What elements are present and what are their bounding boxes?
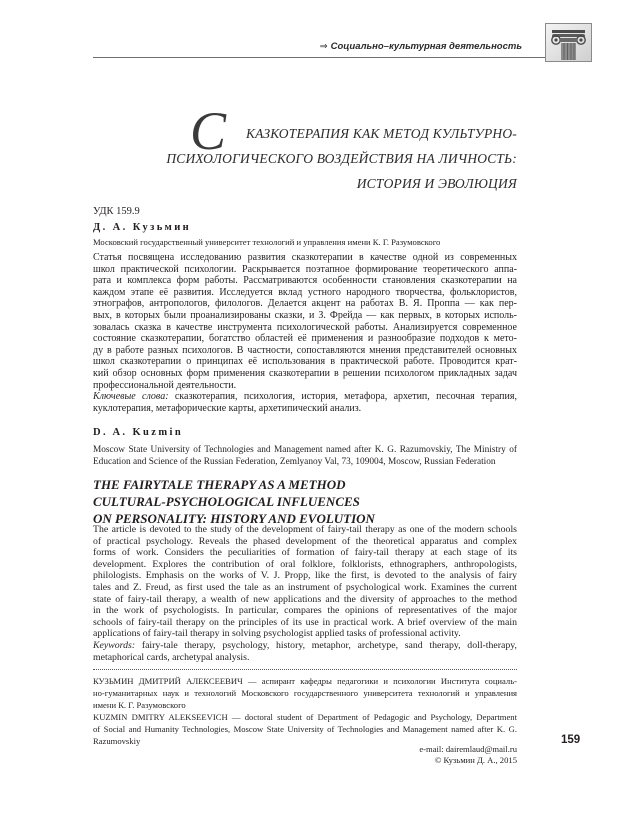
keywords-label: Ключевые слова: (93, 391, 169, 403)
abstract-line: The article is devoted to the study of the development of fairy-tail therapy as one of the modern schools (93, 524, 517, 535)
header-rule (93, 57, 545, 58)
journal-logo (545, 23, 593, 63)
author-en: D. A. Kuzmin (93, 427, 184, 438)
title-ru-line: ИСТОРИЯ И ЭВОЛЮЦИЯ (356, 176, 517, 191)
keywords-text: куклотерапия, метафорические карты, архетипический анализ. (93, 402, 362, 414)
footnote-divider (93, 669, 517, 670)
abstract-line: forms of work. Considers the peculiarities of formation of fairy-tail therapy at each stage of its (93, 547, 517, 559)
author-email: e-mail: dairemlaud@mail.ru (419, 744, 517, 754)
running-header (320, 41, 522, 53)
footnote-line: но-гуманитарных наук и технологий Московского государственного университета технологий и управления (93, 688, 517, 698)
title-en-line: THE FAIRYTALE THERAPY AS A METHOD (93, 477, 346, 492)
affiliation-ru: Московский государственный университет технологий и управления имени К. Г. Разумовского (93, 237, 441, 247)
abstract-line: этнографов, антропологов, филологов. Делается акцент на работах В. Я. Проппа — как пер- (93, 298, 517, 310)
title-ru-line: КАЗКОТЕРАПИЯ КАК МЕТОД КУЛЬТУРНО- (245, 126, 517, 141)
abstract-line: of practical psychology. Reveals the phased development of the theoretical apparatus and complex (93, 535, 517, 547)
title-en (93, 476, 517, 527)
abstract-line: state of fairy-tail therapy, a wealth of new applications and the diversity of approaches to the method (93, 593, 517, 605)
keywords-en (93, 640, 517, 652)
keywords-ru (93, 391, 517, 403)
abstract-en (93, 524, 517, 663)
title-ru (166, 121, 517, 196)
footnote-line: КУЗЬМИН ДМИТРИЙ АЛЕКСЕЕВИЧ — аспирант кафедры педагогики и психологии Института социаль- (93, 676, 517, 686)
abstract-line: зовалась сказка в качестве инструмента психологической работы. Анализируется современное (93, 321, 517, 333)
column-capital-icon (545, 23, 593, 63)
title-en-line: CULTURAL-PSYCHOLOGICAL INFLUENCES (93, 494, 360, 509)
udk-code: УДК 159.9 (93, 206, 140, 217)
title-ru-line: ПСИХОЛОГИЧЕСКОГО ВОЗДЕЙСТВИЯ НА ЛИЧНОСТЬ: (166, 151, 517, 166)
abstract-line: philologists. Emphasis on the works of V. J. Propp, like the first, is devoted to the analysis of fairy (93, 570, 517, 582)
footnote-line: KUZMIN DMITRY ALEKSEEVICH — doctoral student of Department of Pedagogic and Psychology, Department (93, 712, 517, 722)
abstract-line: состояние сказкотерапии, богатство областей её применения и разнообразие подходов к мето- (93, 333, 517, 345)
abstract-line: рата и комплекса форм работы. Рассматриваются особенности становления сказкотерапии на (93, 275, 517, 287)
abstract-line: Статья посвящена исследованию развития сказкотерапии в качестве одной из современных (93, 252, 517, 263)
title-drop-cap: С (190, 101, 227, 161)
abstract-line: tales and Z. Freud, as first used the tale as an instrument of psychological work. Examines the current (93, 581, 517, 593)
abstract-line: профессиональной деятельности. (93, 379, 237, 391)
abstract-line: in the work of psychologists. In particular, compares the opinions of representatives of the major (93, 605, 517, 617)
keywords-text: metaphorical cards, archetypal analysis. (93, 651, 250, 663)
abstract-line: школ практической психологии. Раскрывается поэтапное формирование теоретического аппа- (93, 263, 517, 275)
abstract-line: ду в работе разных психологов. В частности, сопоставляются мнения представителей основных (93, 344, 517, 356)
footnote-line: имени К. Г. Разумовского (93, 700, 186, 710)
abstract-line: schools of fairy-tail therapy on the principles of its use in practical work. A brief overview of the main (93, 616, 517, 628)
affiliation-line: Moscow State University of Technologies and Management named after K. G. Razumovskiy, The Ministry of (93, 445, 517, 455)
affiliation-line: Education and Science of the Russian Federation, Zemlyanoy Val, 73, 109004, Moscow, Russian Federation (93, 457, 496, 467)
abstract-ru (93, 252, 517, 414)
keywords-label: Keywords: (93, 639, 136, 651)
footnote-line: Razumovskiy (93, 736, 141, 746)
copyright-notice: © Кузьмин Д. А., 2015 (434, 755, 517, 765)
keywords-text: сказкотерапия, психология, история, метафора, архетип, песочная терапия, (174, 391, 517, 403)
title-en-line: ON PERSONALITY: HISTORY AND EVOLUTION (93, 511, 375, 526)
abstract-line: applications of fairy-tail therapy in solving psychologist applied tasks of professional activity. (93, 628, 461, 640)
abstract-line: development. Explores the contribution of oral folklore, folklorists, ethnographers, anthropologists, (93, 558, 517, 570)
abstract-line: каждом этапе её развития. Исследуется вклад устного народного творчества, фольклористов, (93, 286, 517, 298)
keywords-text: fairy-tale therapy, psychology, history, metaphor, archetype, sand therapy, doll-therapy, (141, 639, 518, 651)
affiliation-en (93, 444, 517, 468)
abstract-line: кий обзор основных форм применения сказкотерапии в решении психологом прикладных задач (93, 367, 517, 379)
abstract-line: вых, в которых были проанализированы сказки, и З. Фрейда — как первых, в которых исполь- (93, 309, 517, 321)
author-ru: Д. А. Кузьмин (93, 222, 192, 233)
header-arrow-icon: ⇒ (319, 41, 328, 52)
footnote-line: of Social and Humanity Technologies, Moscow State University of Technologies and Management named after K. G. (93, 724, 517, 734)
abstract-line: школ сказкотерапии о принципах её использования в практической работе. Проводится крат- (93, 356, 517, 368)
page-number: 159 (561, 734, 581, 746)
section-title: Социально–культурная деятельность (330, 41, 522, 52)
author-footnote (93, 675, 517, 747)
